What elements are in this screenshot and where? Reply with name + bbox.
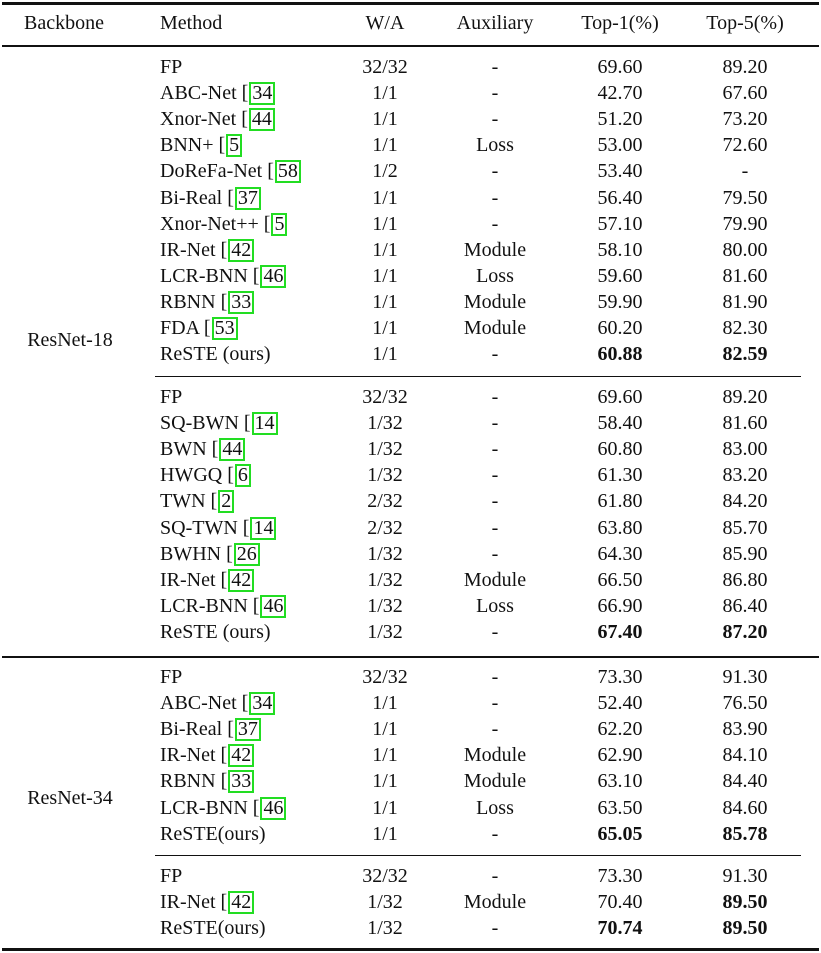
top5-cell: 72.60 — [722, 134, 768, 156]
auxiliary-cell: Module — [463, 891, 527, 913]
method-name: RBNN [ — [160, 291, 228, 313]
header-backbone: Backbone — [24, 12, 104, 34]
method-name: Xnor-Net++ [ — [160, 213, 271, 235]
method-cell — [160, 821, 266, 847]
wa-cell: 1/1 — [372, 213, 398, 235]
top5-cell: 89.50 — [722, 891, 768, 913]
auxiliary-cell: - — [491, 343, 499, 365]
method-name: BNN+ [ — [160, 134, 226, 156]
top5-cell: 83.90 — [722, 718, 768, 740]
top5-cell: 80.00 — [722, 239, 768, 261]
method-name: BWHN [ — [160, 543, 233, 565]
citation-link[interactable]: 33 — [228, 770, 254, 793]
top5-cell: 82.30 — [722, 317, 768, 339]
method-name: FP — [160, 666, 183, 688]
method-name: ABC-Net [ — [160, 82, 249, 104]
backbone-label: ResNet-18 — [27, 329, 113, 351]
top5-cell: 83.20 — [722, 464, 768, 486]
header-auxiliary: Auxiliary — [456, 12, 534, 34]
auxiliary-cell: - — [491, 517, 499, 539]
auxiliary-cell: - — [491, 621, 499, 643]
method-cell — [160, 80, 275, 106]
method-cell — [160, 436, 245, 462]
method-cell — [160, 742, 254, 768]
wa-cell: 1/32 — [367, 621, 403, 643]
top1-cell: 53.40 — [597, 160, 643, 182]
top1-cell: 62.90 — [597, 744, 643, 766]
wa-cell: 32/32 — [362, 865, 408, 887]
citation-link[interactable]: 42 — [228, 239, 254, 262]
top5-cell: 81.90 — [722, 291, 768, 313]
auxiliary-cell: - — [491, 543, 499, 565]
header-wa: W/A — [365, 12, 405, 34]
top1-cell: 70.40 — [597, 891, 643, 913]
wa-cell: 1/32 — [367, 543, 403, 565]
top1-cell: 58.10 — [597, 239, 643, 261]
auxiliary-cell: Module — [463, 569, 527, 591]
method-name: DoReFa-Net [ — [160, 160, 274, 182]
wa-cell: 1/1 — [372, 744, 398, 766]
citation-link[interactable]: 34 — [249, 82, 275, 105]
top1-cell: 67.40 — [597, 621, 643, 643]
auxiliary-cell: - — [491, 718, 499, 740]
auxiliary-cell: - — [491, 160, 499, 182]
top1-cell: 63.50 — [597, 797, 643, 819]
method-cell — [160, 132, 242, 158]
wa-cell: 1/32 — [367, 464, 403, 486]
wa-cell: 32/32 — [362, 666, 408, 688]
wa-cell: 1/1 — [372, 770, 398, 792]
top1-cell: 57.10 — [597, 213, 643, 235]
auxiliary-cell: - — [491, 386, 499, 408]
method-cell — [160, 863, 182, 889]
top1-cell: 60.88 — [597, 343, 643, 365]
auxiliary-cell: - — [491, 917, 499, 939]
method-cell — [160, 515, 276, 541]
method-cell — [160, 619, 271, 645]
auxiliary-cell: Module — [463, 770, 527, 792]
wa-cell: 2/32 — [367, 517, 403, 539]
top1-cell: 66.90 — [597, 595, 643, 617]
auxiliary-cell: - — [491, 438, 499, 460]
method-name: IR-Net [ — [160, 891, 228, 913]
method-name: IR-Net [ — [160, 239, 228, 261]
top5-cell: 84.20 — [722, 490, 768, 512]
header-rule — [2, 45, 819, 47]
method-name: FP — [160, 386, 183, 408]
top1-cell: 59.60 — [597, 265, 643, 287]
top1-cell: 60.80 — [597, 438, 643, 460]
top5-cell: 81.60 — [722, 265, 768, 287]
citation-link[interactable]: 34 — [249, 692, 275, 715]
method-name: RBNN [ — [160, 770, 228, 792]
method-cell — [160, 263, 286, 289]
citation-link[interactable]: 5 — [271, 213, 287, 236]
wa-cell: 1/1 — [372, 317, 398, 339]
auxiliary-cell: - — [491, 464, 499, 486]
top5-cell: 84.60 — [722, 797, 768, 819]
wa-cell: 1/1 — [372, 343, 398, 365]
top1-cell: 51.20 — [597, 108, 643, 130]
wa-cell: 1/1 — [372, 82, 398, 104]
block-separator — [155, 855, 801, 856]
top1-cell: 63.10 — [597, 770, 643, 792]
auxiliary-cell: - — [491, 412, 499, 434]
top1-cell: 60.20 — [597, 317, 643, 339]
method-cell — [160, 593, 286, 619]
wa-cell: 1/1 — [372, 797, 398, 819]
wa-cell: 1/1 — [372, 291, 398, 313]
auxiliary-cell: - — [491, 56, 499, 78]
method-cell — [160, 185, 261, 211]
top1-cell: 65.05 — [597, 823, 643, 845]
wa-cell: 2/32 — [367, 490, 403, 512]
auxiliary-cell: Loss — [476, 265, 514, 287]
auxiliary-cell: Loss — [476, 134, 514, 156]
top-rule — [2, 2, 819, 5]
method-cell — [160, 690, 275, 716]
method-name: ReSTE (ours) — [160, 621, 271, 643]
method-name: FP — [160, 865, 183, 887]
group-separator — [2, 656, 819, 658]
citation-link[interactable]: 42 — [228, 891, 254, 914]
method-name: HWGQ [ — [160, 464, 234, 486]
method-cell — [160, 567, 254, 593]
method-cell — [160, 384, 182, 410]
auxiliary-cell: Module — [463, 239, 527, 261]
top5-cell: 76.50 — [722, 692, 768, 714]
wa-cell: 1/32 — [367, 595, 403, 617]
top1-cell: 52.40 — [597, 692, 643, 714]
auxiliary-cell: - — [491, 108, 499, 130]
method-cell — [160, 158, 301, 184]
top1-cell: 66.50 — [597, 569, 643, 591]
wa-cell: 1/32 — [367, 891, 403, 913]
citation-link[interactable]: 53 — [212, 317, 238, 340]
citation-link[interactable]: 46 — [260, 797, 286, 820]
method-cell — [160, 488, 234, 514]
wa-cell: 1/1 — [372, 718, 398, 740]
top5-cell: 91.30 — [722, 865, 768, 887]
citation-link[interactable]: 46 — [260, 265, 286, 288]
wa-cell: 1/32 — [367, 438, 403, 460]
method-cell — [160, 410, 278, 436]
auxiliary-cell: - — [491, 490, 499, 512]
wa-cell: 1/2 — [372, 160, 398, 182]
method-cell — [160, 664, 182, 690]
citation-link[interactable]: 58 — [275, 160, 301, 183]
header-top1: Top-1(%) — [581, 12, 659, 34]
method-name: Xnor-Net [ — [160, 108, 248, 130]
auxiliary-cell: Loss — [476, 797, 514, 819]
wa-cell: 1/1 — [372, 239, 398, 261]
method-name: ABC-Net [ — [160, 692, 249, 714]
top5-cell: 79.90 — [722, 213, 768, 235]
citation-link[interactable]: 6 — [235, 464, 251, 487]
top5-cell: 79.50 — [722, 187, 768, 209]
top1-cell: 70.74 — [597, 917, 643, 939]
auxiliary-cell: Loss — [476, 595, 514, 617]
bottom-rule — [2, 948, 819, 951]
citation-link[interactable]: 14 — [252, 412, 278, 435]
top1-cell: 53.00 — [597, 134, 643, 156]
method-cell — [160, 237, 254, 263]
wa-cell: 1/1 — [372, 187, 398, 209]
method-cell — [160, 315, 238, 341]
top5-cell: 91.30 — [722, 666, 768, 688]
citation-link[interactable]: 42 — [228, 569, 254, 592]
citation-link[interactable]: 46 — [260, 595, 286, 618]
wa-cell: 1/1 — [372, 265, 398, 287]
auxiliary-cell: - — [491, 82, 499, 104]
top5-cell: 86.40 — [722, 595, 768, 617]
citation-link[interactable]: 5 — [226, 134, 242, 157]
method-cell — [160, 768, 254, 794]
block-separator — [155, 376, 801, 377]
top5-cell: 84.40 — [722, 770, 768, 792]
wa-cell: 1/1 — [372, 108, 398, 130]
method-cell — [160, 795, 286, 821]
method-cell — [160, 716, 261, 742]
top1-cell: 59.90 — [597, 291, 643, 313]
top5-cell: 85.70 — [722, 517, 768, 539]
auxiliary-cell: - — [491, 213, 499, 235]
top5-cell: - — [741, 160, 749, 182]
method-name: Bi-Real [ — [160, 718, 234, 740]
top1-cell: 42.70 — [597, 82, 643, 104]
top5-cell: 82.59 — [722, 343, 768, 365]
top1-cell: 63.80 — [597, 517, 643, 539]
top1-cell: 73.30 — [597, 666, 643, 688]
method-cell — [160, 541, 260, 567]
top1-cell: 62.20 — [597, 718, 643, 740]
citation-link[interactable]: 37 — [235, 718, 261, 741]
method-name: IR-Net [ — [160, 744, 228, 766]
citation-link[interactable]: 14 — [250, 517, 276, 540]
citation-link[interactable]: 2 — [218, 490, 234, 513]
auxiliary-cell: - — [491, 666, 499, 688]
top5-cell: 87.20 — [722, 621, 768, 643]
method-name: SQ-TWN [ — [160, 517, 250, 539]
method-cell — [160, 106, 275, 132]
citation-link[interactable]: 33 — [228, 291, 254, 314]
top5-cell: 89.50 — [722, 917, 768, 939]
wa-cell: 1/32 — [367, 569, 403, 591]
method-name: ReSTE(ours) — [160, 823, 266, 845]
method-name: LCR-BNN [ — [160, 265, 260, 287]
method-cell — [160, 341, 271, 367]
top1-cell: 69.60 — [597, 386, 643, 408]
header-method: Method — [160, 12, 223, 34]
method-cell — [160, 462, 251, 488]
wa-cell: 1/1 — [372, 823, 398, 845]
top5-cell: 89.20 — [722, 56, 768, 78]
auxiliary-cell: - — [491, 187, 499, 209]
method-name: FDA [ — [160, 317, 211, 339]
method-name: TWN [ — [160, 490, 218, 512]
citation-link[interactable]: 44 — [249, 108, 275, 131]
method-name: ReSTE (ours) — [160, 343, 271, 365]
auxiliary-cell: - — [491, 865, 499, 887]
wa-cell: 1/32 — [367, 917, 403, 939]
method-cell — [160, 889, 254, 915]
auxiliary-cell: - — [491, 823, 499, 845]
wa-cell: 1/1 — [372, 692, 398, 714]
method-cell — [160, 915, 266, 941]
top5-cell: 83.00 — [722, 438, 768, 460]
citation-link[interactable]: 26 — [234, 543, 260, 566]
citation-link[interactable]: 44 — [219, 438, 245, 461]
method-cell — [160, 289, 254, 315]
citation-link[interactable]: 37 — [235, 187, 261, 210]
wa-cell: 32/32 — [362, 56, 408, 78]
method-name: FP — [160, 56, 183, 78]
backbone-label: ResNet-34 — [27, 787, 113, 809]
top5-cell: 89.20 — [722, 386, 768, 408]
auxiliary-cell: Module — [463, 744, 527, 766]
method-name: IR-Net [ — [160, 569, 228, 591]
method-name: BWN [ — [160, 438, 219, 460]
top5-cell: 86.80 — [722, 569, 768, 591]
auxiliary-cell: Module — [463, 291, 527, 313]
top5-cell: 73.20 — [722, 108, 768, 130]
top5-cell: 84.10 — [722, 744, 768, 766]
top5-cell: 85.90 — [722, 543, 768, 565]
method-name: Bi-Real [ — [160, 187, 234, 209]
wa-cell: 1/32 — [367, 412, 403, 434]
top1-cell: 69.60 — [597, 56, 643, 78]
method-name: LCR-BNN [ — [160, 595, 260, 617]
top1-cell: 61.30 — [597, 464, 643, 486]
top1-cell: 58.40 — [597, 412, 643, 434]
top5-cell: 67.60 — [722, 82, 768, 104]
citation-link[interactable]: 42 — [228, 744, 254, 767]
method-name: ReSTE(ours) — [160, 917, 266, 939]
wa-cell: 1/1 — [372, 134, 398, 156]
top1-cell: 61.80 — [597, 490, 643, 512]
method-cell — [160, 54, 182, 80]
auxiliary-cell: - — [491, 692, 499, 714]
method-name: SQ-BWN [ — [160, 412, 251, 434]
top1-cell: 73.30 — [597, 865, 643, 887]
top1-cell: 64.30 — [597, 543, 643, 565]
auxiliary-cell: Module — [463, 317, 527, 339]
top5-cell: 85.78 — [722, 823, 768, 845]
top5-cell: 81.60 — [722, 412, 768, 434]
wa-cell: 32/32 — [362, 386, 408, 408]
method-name: LCR-BNN [ — [160, 797, 260, 819]
method-cell — [160, 211, 287, 237]
header-top5: Top-5(%) — [706, 12, 784, 34]
top1-cell: 56.40 — [597, 187, 643, 209]
